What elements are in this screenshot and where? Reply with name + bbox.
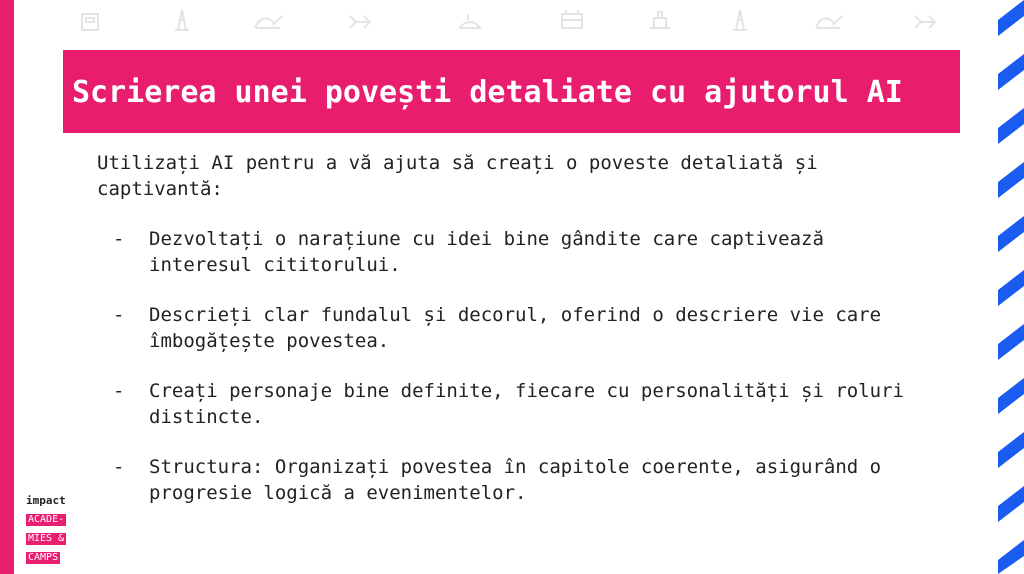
bullet-dash: - [113,228,125,250]
bullet-text: Structura: Organizați povestea în capitole coerente, asigurând o progresie logică a evenimentelor. [149,456,882,504]
bullet-item [97,226,927,278]
bullet-item [97,302,927,354]
bullet-dash: - [113,380,125,402]
title-banner [63,50,960,133]
slide-title: Scrierea unei povești detaliate cu ajutorul AI [72,75,903,110]
bullet-item [97,454,927,506]
bullet-dash: - [113,304,125,326]
logo-line: MIES & [28,533,65,544]
pixel-doodle-icons [60,2,960,42]
bullet-text: Creați personaje bine definite, fiecare cu personalități și roluri distincte. [149,380,904,428]
left-accent-bar [0,0,14,574]
logo-line: CAMPS [28,552,59,563]
bullet-text: Descrieți clar fundalul și decorul, oferind o descriere vie care îmbogățește povestea. [149,304,882,352]
bullet-text: Dezvoltați o narațiune cu idei bine gândite care captivează interesul cititorului. [149,228,824,276]
logo-line: ACADE- [28,514,65,525]
diagonal-stripe-border [998,0,1024,574]
slide-content [97,150,927,530]
impact-academies-logo [26,494,86,564]
bullet-item [97,378,927,430]
bullet-dash: - [113,456,125,478]
logo-top-text: impact [26,494,66,507]
intro-text: Utilizați AI pentru a vă ajuta să creați o poveste detaliată și captivantă: [97,152,818,200]
